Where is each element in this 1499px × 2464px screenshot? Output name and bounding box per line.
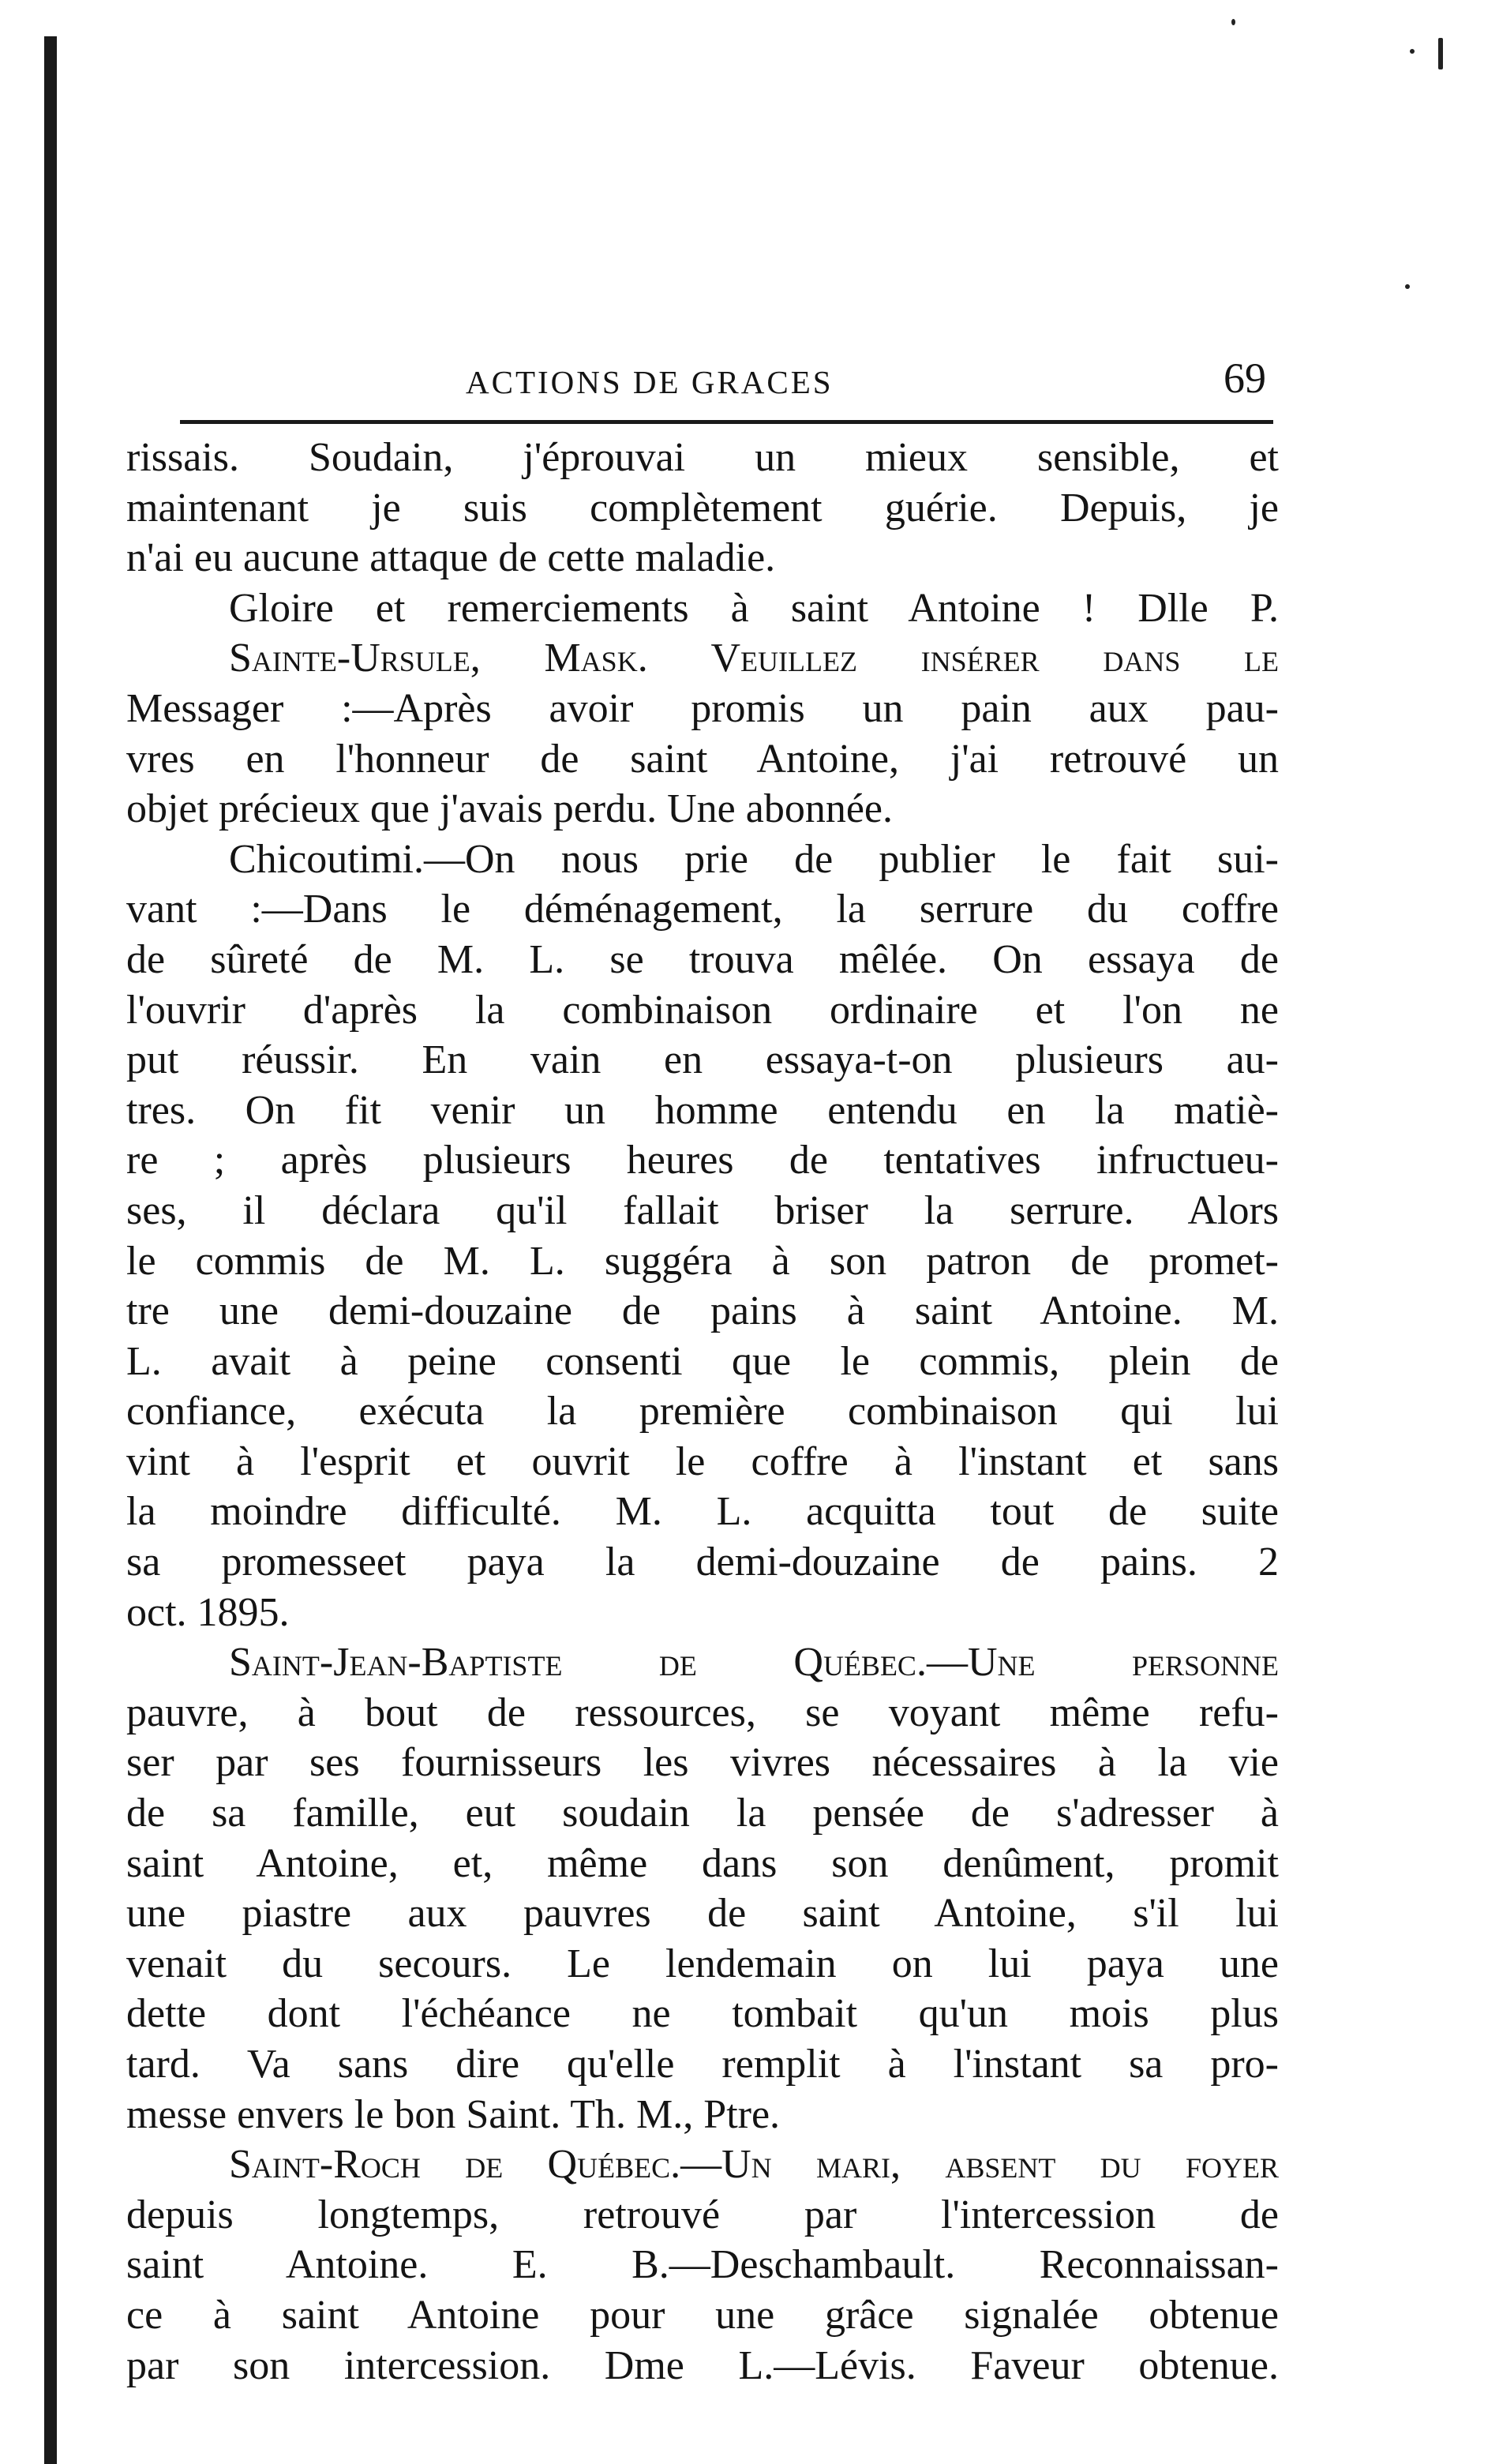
- text-line: Sainte-Ursule, Mask. Veuillez insérer dans le: [229, 636, 1279, 681]
- text-line: L. avait à peine consenti que le commis, plein de: [126, 1338, 1279, 1384]
- text-line: la moindre difficulté. M. L. acquitta tout de suite: [126, 1489, 1279, 1535]
- text-line: n'ai eu aucune attaque de cette maladie.: [126, 535, 776, 581]
- scan-border: [44, 36, 57, 2464]
- scan-speck: [1405, 284, 1410, 289]
- text-line: tres. On fit venir un homme entendu en la matiè-: [126, 1087, 1279, 1133]
- text-line: vres en l'honneur de saint Antoine, j'ai retrouvé un: [126, 736, 1279, 782]
- text-line: sa promesseet paya la demi-douzaine de pains. 2: [126, 1540, 1279, 1585]
- text-line: Messager :—Après avoir promis un pain aux pau-: [126, 685, 1279, 731]
- text-line: le commis de M. L. suggéra à son patron de promet-: [126, 1238, 1279, 1284]
- text-line: put réussir. En vain en essaya-t-on plusieurs au-: [126, 1037, 1279, 1083]
- text-line: ser par ses fournisseurs les vivres nécessaires à la vie: [126, 1740, 1279, 1786]
- text-line: saint Antoine, et, même dans son denûment, promit: [126, 1840, 1279, 1886]
- text-line: maintenant je suis complètement guérie. Depuis, je: [126, 485, 1279, 531]
- text-line: de sa famille, eut soudain la pensée de s'adresser à: [126, 1791, 1279, 1836]
- scan-mark: [1438, 38, 1443, 69]
- text-line: dette dont l'échéance ne tombait qu'un mois plus: [126, 1991, 1279, 2037]
- scan-speck: [1410, 49, 1415, 54]
- text-line: tre une demi-douzaine de pains à saint Antoine. M.: [126, 1288, 1279, 1334]
- text-line: vint à l'esprit et ouvrit le coffre à l'instant et sans: [126, 1438, 1279, 1484]
- text-line: pauvre, à bout de ressources, se voyant même refu-: [126, 1690, 1279, 1735]
- text-line: de sûreté de M. L. se trouva mêlée. On essaya de: [126, 936, 1279, 982]
- text-line: saint Antoine. E. B.—Deschambault. Reconnaissan-: [126, 2242, 1279, 2288]
- scan-speck: [1231, 19, 1235, 25]
- body-text: [126, 433, 1279, 2391]
- text-line: Saint-Roch de Québec.—Un mari, absent du foyer: [229, 2142, 1279, 2188]
- page-header: [126, 347, 1271, 411]
- text-line: tard. Va sans dire qu'elle remplit à l'instant sa pro-: [126, 2042, 1279, 2087]
- text-line: rissais. Soudain, j'éprouvai un mieux sensible, et: [126, 435, 1279, 480]
- text-line: depuis longtemps, retrouvé par l'intercession de: [126, 2192, 1279, 2237]
- text-line: Gloire et remerciements à saint Antoine ! Dlle P.: [229, 585, 1279, 631]
- page-number: 69: [1224, 354, 1266, 402]
- text-line: Saint-Jean-Baptiste de Québec.—Une personne: [229, 1640, 1279, 1686]
- text-line: Chicoutimi.—On nous prie de publier le fait sui-: [229, 836, 1279, 882]
- text-line: venait du secours. Le lendemain on lui paya une: [126, 1941, 1279, 1986]
- text-line: messe envers le bon Saint. Th. M., Ptre.: [126, 2091, 781, 2137]
- text-line: par son intercession. Dme L.—Lévis. Faveur obtenue.: [126, 2342, 1279, 2388]
- header-rule: [180, 420, 1273, 424]
- text-line: ses, il déclara qu'il fallait briser la serrure. Alors: [126, 1187, 1279, 1233]
- running-title: ACTIONS DE GRACES: [466, 364, 834, 400]
- text-line: objet précieux que j'avais perdu. Une abonnée.: [126, 786, 893, 832]
- text-line: vant :—Dans le déménagement, la serrure du coffre: [126, 887, 1279, 932]
- text-line: une piastre aux pauvres de saint Antoine, s'il lui: [126, 1891, 1279, 1937]
- text-line: oct. 1895.: [126, 1589, 290, 1635]
- text-line: re ; après plusieurs heures de tentatives infructueu-: [126, 1138, 1279, 1183]
- text-line: l'ouvrir d'après la combinaison ordinaire et l'on ne: [126, 987, 1279, 1033]
- text-line: confiance, exécuta la première combinaison qui lui: [126, 1389, 1279, 1435]
- text-line: ce à saint Antoine pour une grâce signalée obtenue: [126, 2292, 1279, 2338]
